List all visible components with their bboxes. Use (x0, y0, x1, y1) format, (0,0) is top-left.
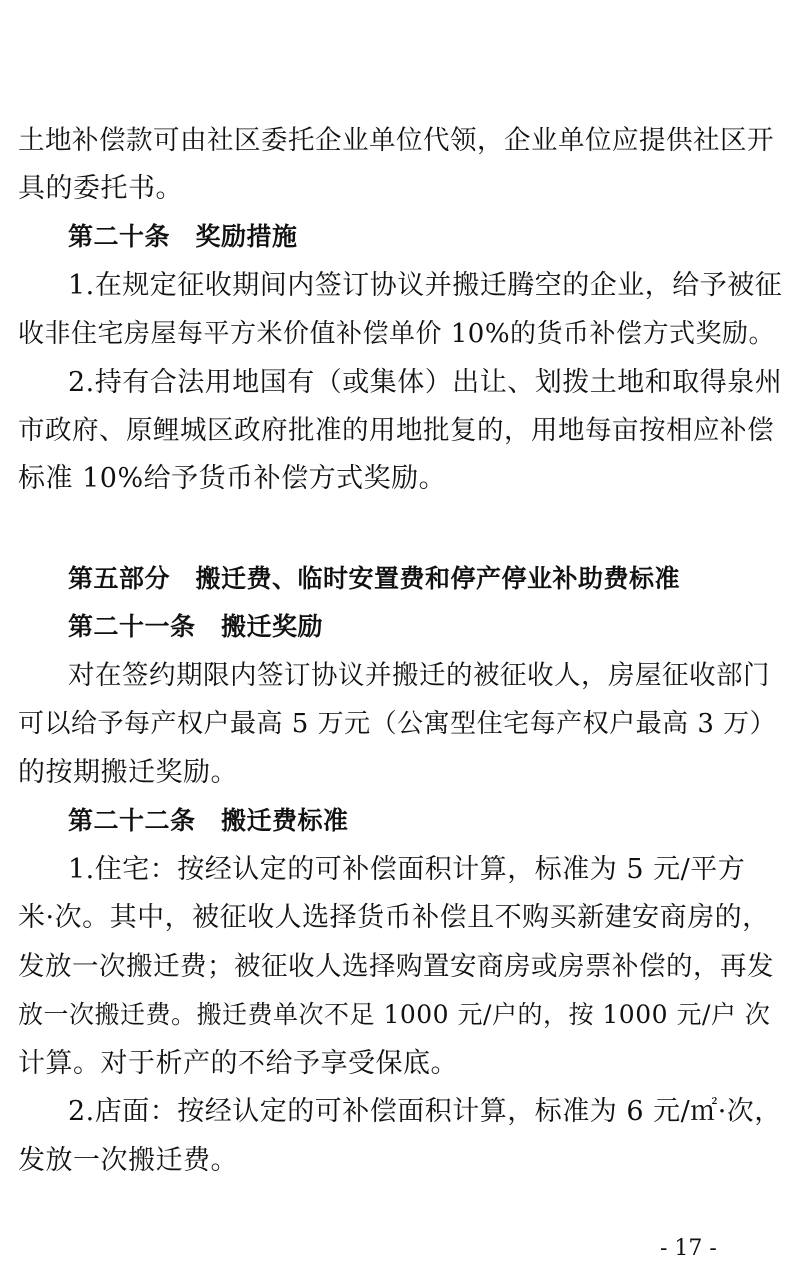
paragraph-line: 收非住宅房屋每平方米价值补偿单价 10%的货币补偿方式奖励。 (18, 319, 776, 349)
paragraph-line: 发放一次搬迁费；被征收人选择购置安商房或房票补偿的，再发 (18, 951, 774, 982)
paragraph-line: 1.住宅：按经认定的可补偿面积计算，标准为 5 元/平方 (68, 854, 746, 885)
paragraph-line: 标准 10%给予货币补偿方式奖励。 (18, 463, 447, 494)
paragraph-line: 2.店面：按经认定的可补偿面积计算，标准为 6 元/㎡·次， (68, 1096, 782, 1127)
paragraph-line: 可以给予每产权户最高 5 万元（公寓型住宅每产权户最高 3 万） (18, 709, 777, 739)
paragraph-line: 市政府、原鲤城区政府批准的用地批复的，用地每亩按相应补偿 (18, 415, 774, 446)
paragraph-line: 发放一次搬迁费。 (18, 1145, 238, 1176)
article-heading: 第二十二条 搬迁费标准 (68, 806, 349, 835)
paragraph-line: 1.在规定征收期间内签订协议并搬迁腾空的企业，给予被征 (68, 270, 783, 301)
paragraph-line: 放一次搬迁费。搬迁费单次不足 1000 元/户的，按 1000 元/户 次 (18, 1000, 771, 1029)
page-number: - 17 - (660, 1236, 717, 1261)
article-heading: 第二十一条 搬迁奖励 (68, 612, 324, 641)
paragraph-line: 具的委托书。 (18, 173, 183, 204)
paragraph-line: 米·次。其中，被征收人选择货币补偿且不购买新建安商房的， (18, 902, 770, 933)
paragraph-line: 计算。对于析产的不给予享受保底。 (18, 1048, 458, 1079)
paragraph-line: 土地补偿款可由社区委托企业单位代领，企业单位应提供社区开 (18, 125, 774, 156)
paragraph-line: 对在签约期限内签订协议并搬迁的被征收人，房屋征收部门 (68, 660, 770, 691)
section-heading: 第五部分 搬迁费、临时安置费和停产停业补助费标准 (68, 564, 681, 593)
paragraph-line: 2.持有合法用地国有（或集体）出让、划拨土地和取得泉州 (68, 367, 783, 398)
paragraph-line: 的按期搬迁奖励。 (18, 757, 238, 788)
article-heading: 第二十条 奖励措施 (68, 222, 298, 251)
